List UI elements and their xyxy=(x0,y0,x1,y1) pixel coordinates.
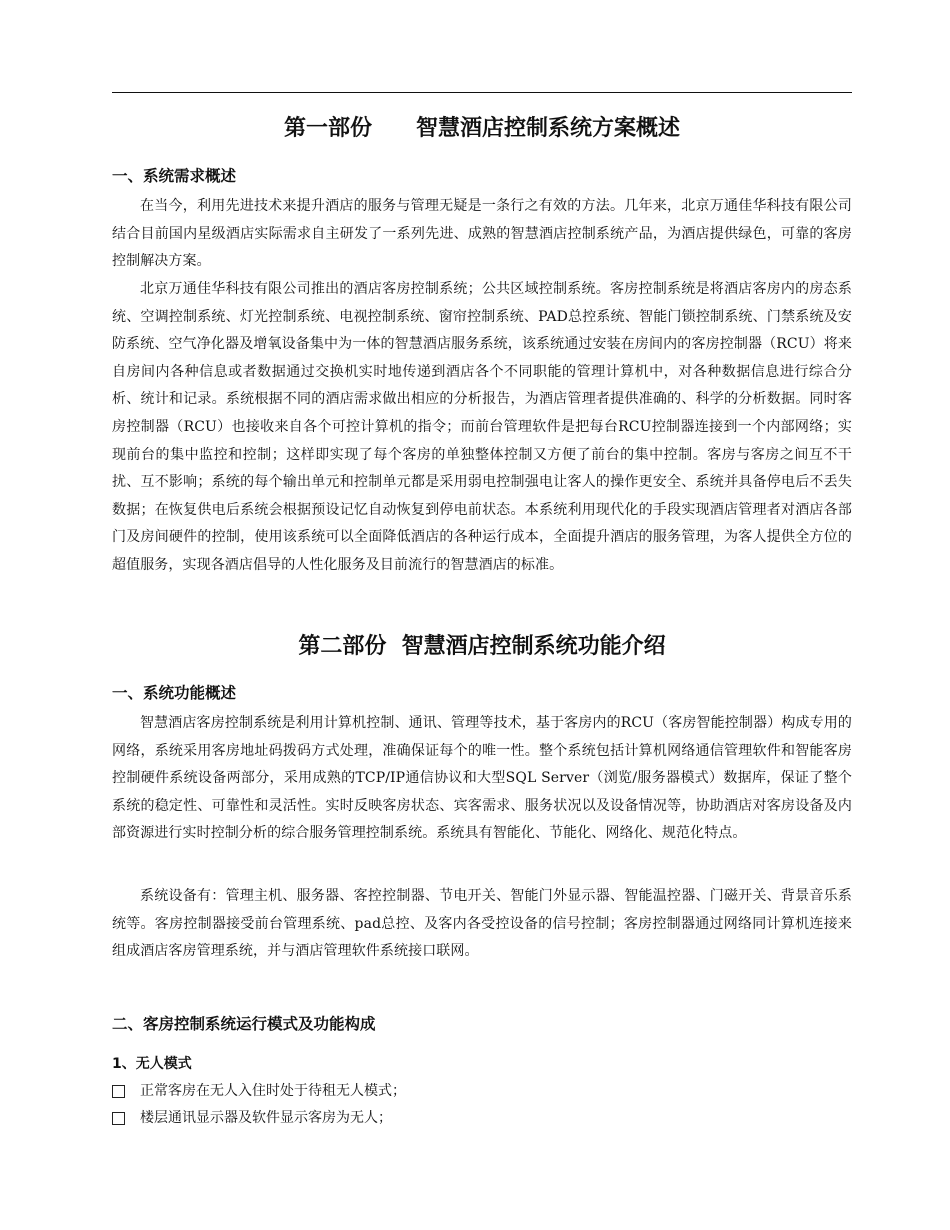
intro-paragraph: 在当今，利用先进技术来提升酒店的服务与管理无疑是一条行之有效的方法。几年来，北京万通佳华科技有限公司结合目前国内星级酒店实际需求自主研发了一系列先进、成熟的智慧酒店控制系统产品，为酒店提供绿色，可靠的客房控制解决方案。 xyxy=(112,198,852,270)
list-item xyxy=(112,1078,852,1105)
document-page xyxy=(112,0,852,1230)
part-one-title: 第一部份 智慧酒店控制系统方案概述 xyxy=(283,116,680,141)
operating-modes-heading: 二、客房控制系统运行模式及功能构成 xyxy=(112,1015,376,1033)
header-rule xyxy=(112,92,852,93)
unoccupied-mode-heading: 1、无人模式 xyxy=(112,1056,192,1072)
function-overview-heading: 一、系统功能概述 xyxy=(112,684,237,702)
checkbox-icon xyxy=(112,1112,125,1125)
equipment-paragraph: 系统设备有：管理主机、服务器、客控控制器、节电开关、智能门外显示器、智能温控器、门磁开关、背景音乐系统等。客房控制器接受前台管理系统、pad总控、及客内各受控设备的信号控制；客房控制器通过网络同计算机连接来组成酒店客房管理系统，并与酒店管理软件系统接口联网。 xyxy=(112,888,852,960)
function-overview-paragraph: 智慧酒店客房控制系统是利用计算机控制、通讯、管理等技术，基于客房内的RCU（客房智能控制器）构成专用的网络，系统采用客房地址码拨码方式处理，准确保证每个的唯一性。整个系统包括计算机网络通信管理软件和智能客房控制硬件系统设备两部分，采用成熟的TCP/IP通信协议和大型SQL Server（浏览/服务器模式）数据库，保证了整个系统的稳定性、可靠性和灵活性。实时反映客房状态、宾客需求、服务状况以及设备情况等，协助酒店对客房设备及内部资源进行实时控制分析的综合服务管理控制系统。系统具有智能化、节能化、网络化、规范化特点。 xyxy=(112,715,852,842)
list-item-text: 楼层通讯显示器及软件显示客房为无人； xyxy=(140,1110,392,1126)
unoccupied-mode-list xyxy=(112,1078,852,1132)
list-item-text: 正常客房在无人入住时处于待租无人模式； xyxy=(140,1083,406,1099)
requirements-overview-heading: 一、系统需求概述 xyxy=(112,167,237,185)
part-two-title: 第二部份 智慧酒店控制系统功能介绍 xyxy=(298,634,666,659)
checkbox-icon xyxy=(112,1085,125,1098)
system-description-paragraph: 北京万通佳华科技有限公司推出的酒店客房控制系统；公共区域控制系统。客房控制系统是将酒店客房内的房态系统、空调控制系统、灯光控制系统、电视控制系统、窗帘控制系统、PAD总控系统、智能门锁控制系统、门禁系统及安防系统、空气净化器及增氧设备集中为一体的智慧酒店服务系统，该系统通过安装在房间内的客房控制器（RCU）将来自房间内各种信息或者数据通过交换机实时地传递到酒店各个不同职能的管理计算机中，对各种数据信息进行综合分析、统计和记录。系统根据不同的酒店需求做出相应的分析报告，为酒店管理者提供准确的、科学的分析数据。同时客房控制器（RCU）也接收来自各个可控计算机的指令；而前台管理软件是把每台RCU控制器连接到一个内部网络；实现前台的集中监控和控制；这样即实现了每个客房的单独整体控制又方便了前台的集中控制。客房与客房之间互不干扰、互不影响；系统的每个输出单元和控制单元都是采用弱电控制强电让客人的操作更安全、系统并具备停电后不丢失数据；在恢复供电后系统会根据预设记忆自动恢复到停电前状态。本系统利用现代化的手段实现酒店管理者对酒店各部门及房间硬件的控制，使用该系统可以全面降低酒店的各种运行成本，全面提升酒店的服务管理，为客人提供全方位的超值服务，实现各酒店倡导的人性化服务及目前流行的智慧酒店的标准。 xyxy=(112,281,852,573)
list-item xyxy=(112,1105,852,1132)
